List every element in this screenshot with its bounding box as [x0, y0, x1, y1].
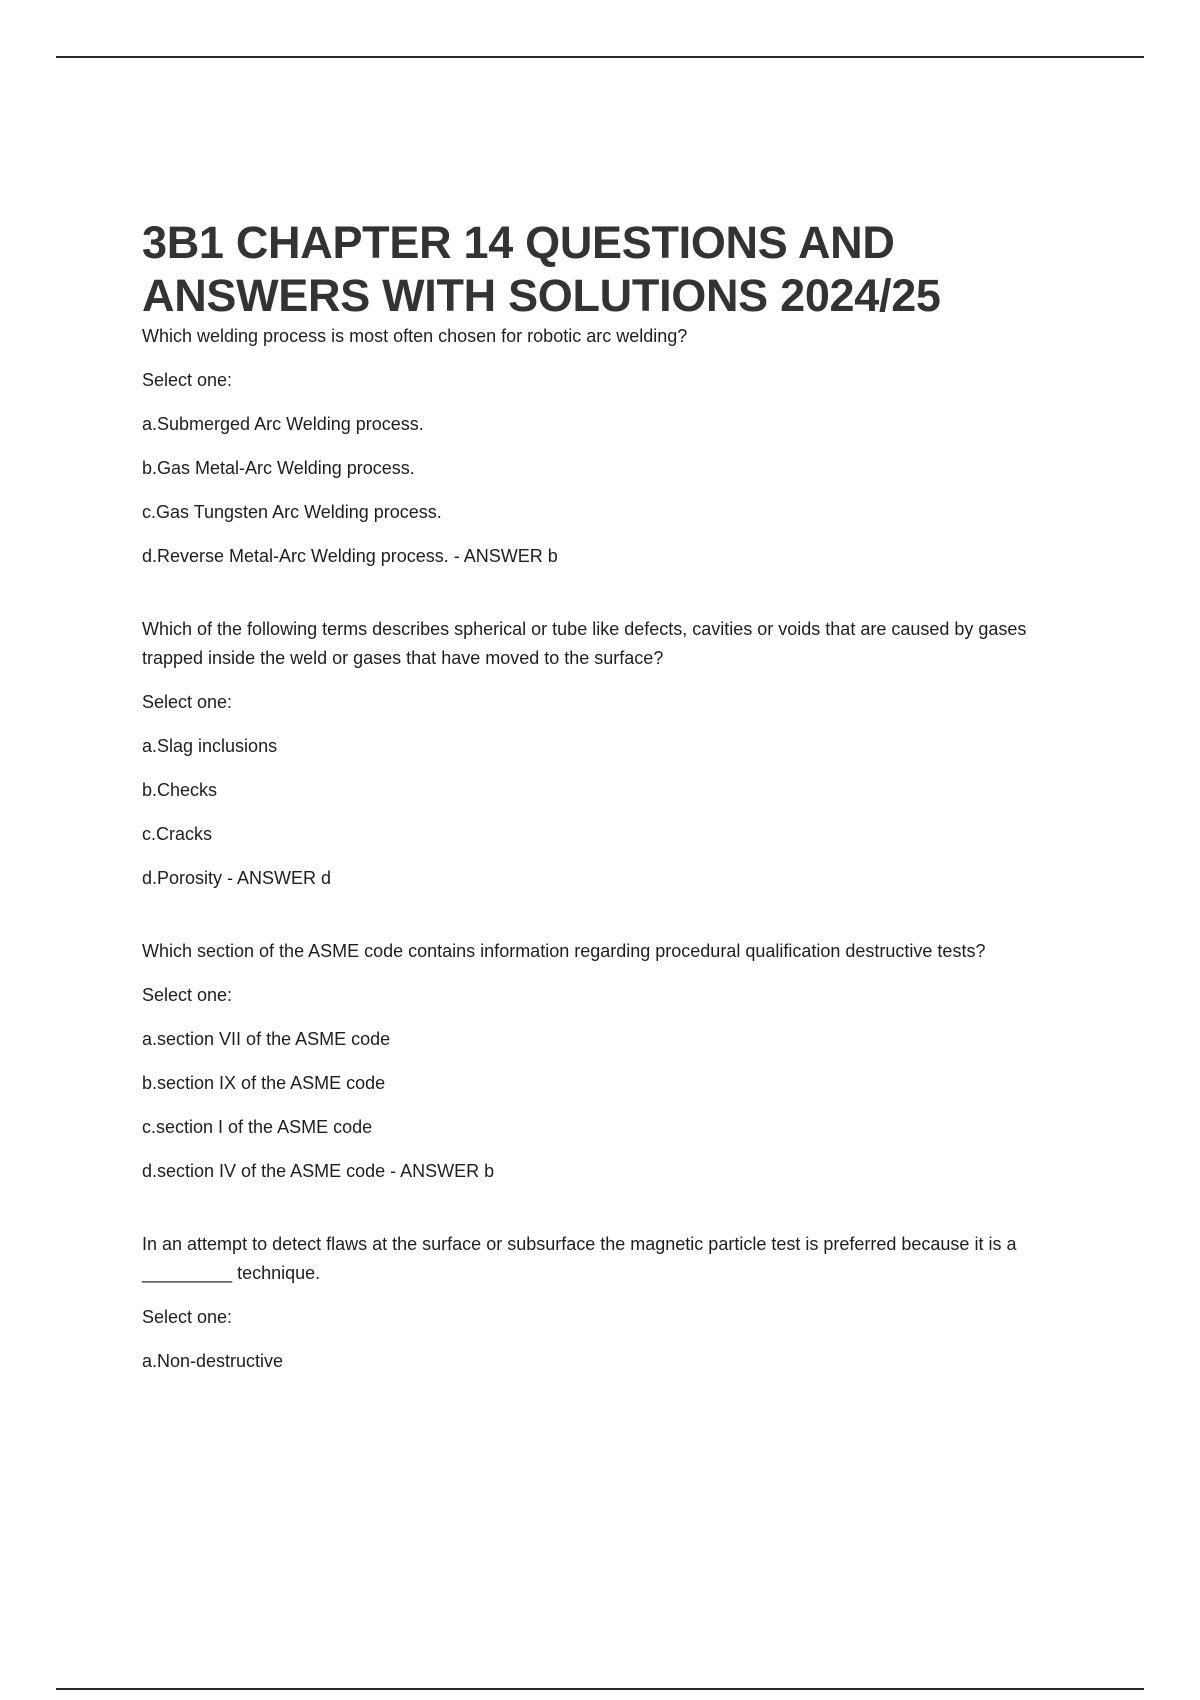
- question-text: Which welding process is most often chosen for robotic arc welding?: [142, 326, 688, 346]
- answer-option: c.Cracks: [142, 824, 213, 844]
- select-label: Select one:: [142, 692, 233, 712]
- answer-option: b.Gas Metal-Arc Welding process.: [142, 458, 415, 478]
- title-line-1: 3B1 CHAPTER 14 QUESTIONS AND: [142, 217, 895, 268]
- document-body: [142, 216, 1072, 1376]
- answer-option: d.Reverse Metal-Arc Welding process. - ANSWER b: [142, 546, 558, 566]
- select-label: Select one:: [142, 985, 233, 1005]
- question-1: [142, 322, 1072, 571]
- question-text: Which of the following terms describes spherical or tube like defects, cavities or voids that are caused by gases trapped inside the weld or gases that have moved to the surface?: [142, 619, 1027, 668]
- document-title: [142, 216, 1072, 322]
- select-label: Select one:: [142, 1307, 233, 1327]
- question-3: [142, 937, 1072, 1186]
- answer-option: a.section VII of the ASME code: [142, 1029, 391, 1049]
- answer-option: d.section IV of the ASME code - ANSWER b: [142, 1161, 495, 1181]
- answer-option: b.section IX of the ASME code: [142, 1073, 386, 1093]
- answer-option: a.Submerged Arc Welding process.: [142, 414, 424, 434]
- answer-option: a.Slag inclusions: [142, 736, 278, 756]
- answer-option: c.Gas Tungsten Arc Welding process.: [142, 502, 442, 522]
- question-text: Which section of the ASME code contains information regarding procedural qualification destructive tests?: [142, 941, 986, 961]
- bottom-rule: [56, 1688, 1144, 1690]
- question-2: [142, 615, 1072, 893]
- question-4: [142, 1230, 1072, 1376]
- answer-option: d.Porosity - ANSWER d: [142, 868, 332, 888]
- select-label: Select one:: [142, 370, 233, 390]
- question-text: In an attempt to detect flaws at the surface or subsurface the magnetic particle test is preferred because it is a _________ technique.: [142, 1234, 1017, 1283]
- answer-option: c.section I of the ASME code: [142, 1117, 373, 1137]
- title-line-2: ANSWERS WITH SOLUTIONS 2024/25: [142, 270, 941, 321]
- top-rule: [56, 56, 1144, 58]
- answer-option: a.Non-destructive: [142, 1351, 284, 1371]
- answer-option: b.Checks: [142, 780, 218, 800]
